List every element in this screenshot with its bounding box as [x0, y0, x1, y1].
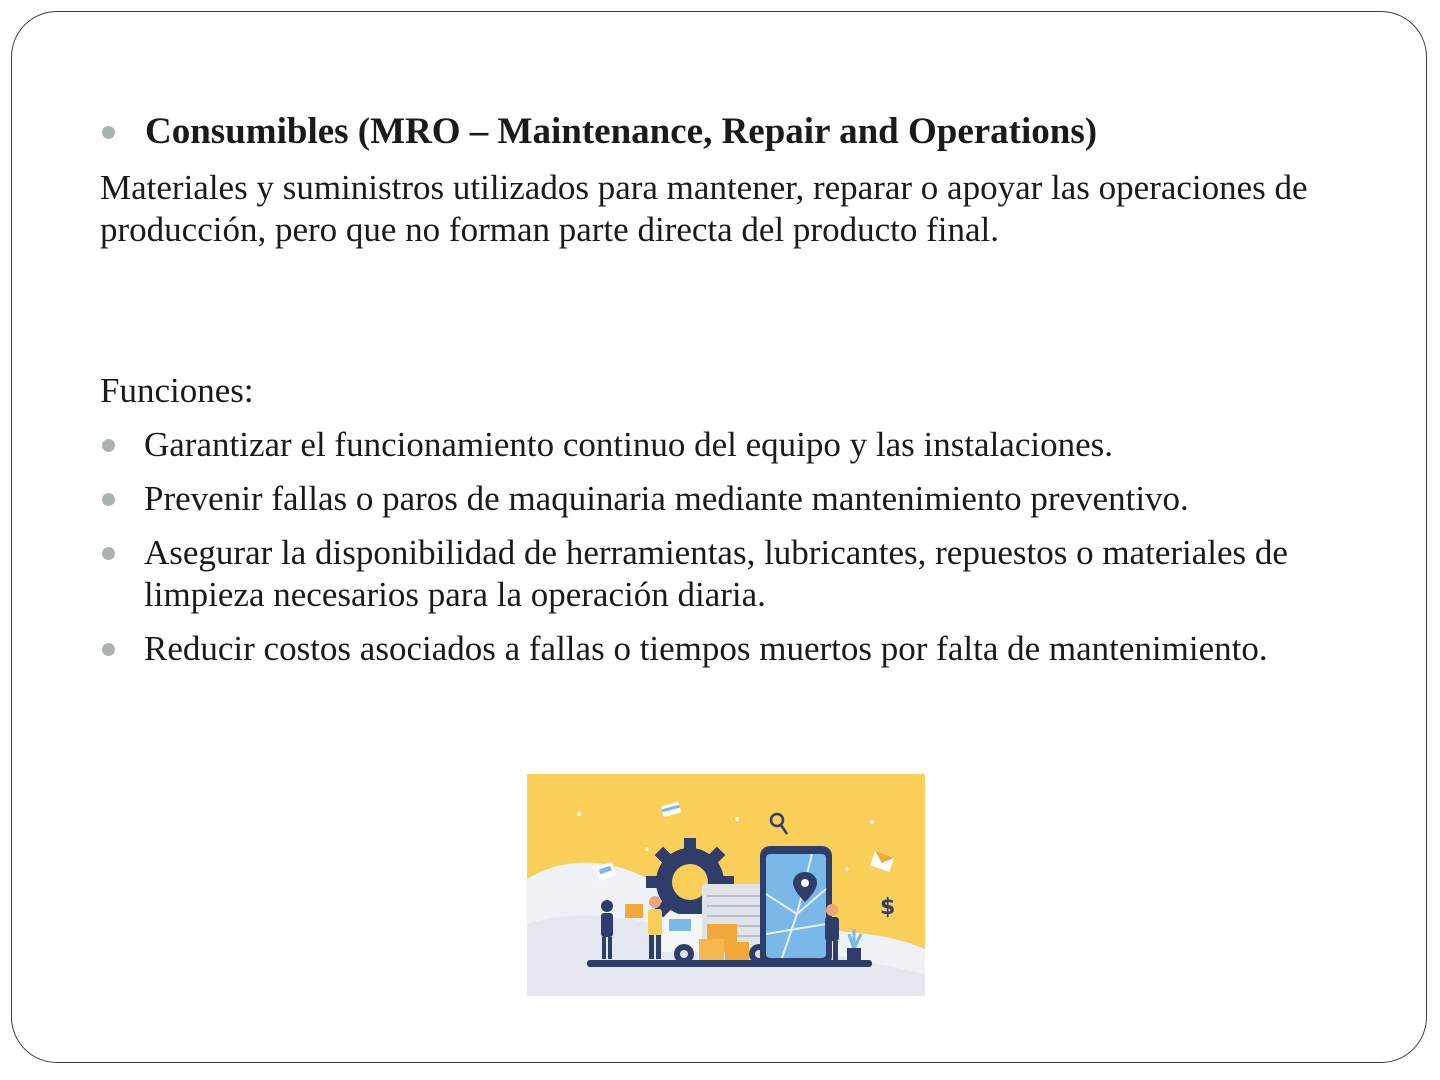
list-item-text: Prevenir fallas o paros de maquinaria mediante mantenimiento preventivo.	[144, 479, 1189, 518]
heading-row	[102, 110, 1097, 154]
bullet-icon	[102, 547, 115, 560]
bullet-icon	[102, 126, 115, 139]
list-item	[102, 424, 1352, 466]
list-item	[102, 532, 1352, 616]
bullet-icon	[102, 643, 115, 656]
phone-map-icon	[760, 846, 832, 966]
maintenance-logistics-illustration	[527, 774, 925, 996]
slide	[11, 11, 1427, 1063]
list-item	[102, 478, 1352, 520]
list-item	[102, 628, 1352, 670]
list-item-text: Garantizar el funcionamiento continuo del equipo y las instalaciones.	[144, 425, 1113, 464]
description-paragraph: Materiales y suministros utilizados para mantener, reparar o apoyar las operaciones de producción, pero que no forman parte directa del producto final.	[100, 168, 1308, 249]
bullet-icon	[102, 493, 115, 506]
list-item-text: Asegurar la disponibilidad de herramientas, lubricantes, repuestos o materiales de limpieza necesarios para la operación diaria.	[144, 533, 1288, 614]
functions-list	[102, 424, 1352, 682]
dollar-icon: $	[880, 895, 896, 920]
list-item-text: Reducir costos asociados a fallas o tiempos muertos por falta de mantenimiento.	[144, 629, 1268, 668]
slide-heading: Consumibles (MRO – Maintenance, Repair and Operations)	[145, 111, 1098, 152]
bullet-icon	[102, 439, 115, 452]
functions-label: Funciones:	[100, 371, 254, 410]
